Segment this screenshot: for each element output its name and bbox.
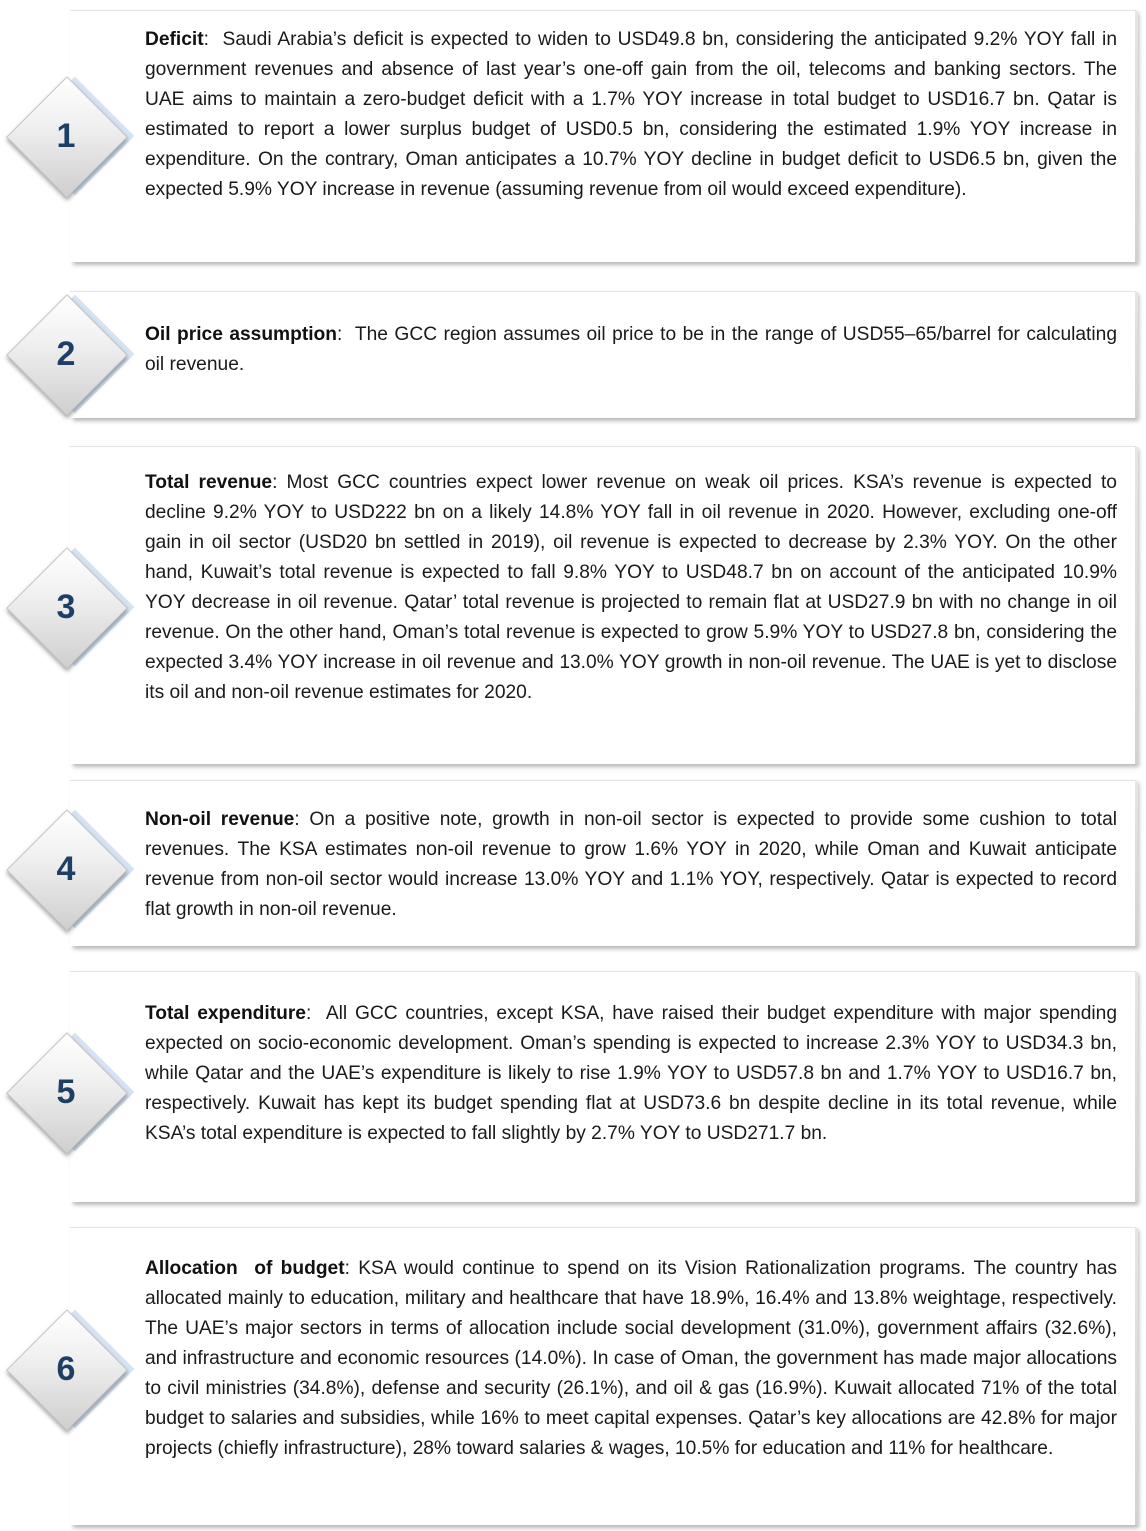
title-separator: : [203, 29, 209, 50]
title-separator: : [305, 1003, 312, 1024]
card-paragraph [145, 25, 1117, 205]
card-body: KSA would continue to spend on its Vision Rationalization programs. The country has allocated mainly to education, military and healthcare that have 18.9%, 16.4% and 13.8% weightage, respectively. The UAE’s major sectors in terms of allocation include social development (31.0%), government affairs (32.6%), and infrastructure and economic resources (14.0%). In case of Oman, the government has made major allocations to civil ministries (34.8%), defense and security (26.1%), and oil & gas (16.9%). Kuwait allocated 71% of the total budget to salaries and subsidies, while 16% to meet capital expenses. Qatar’s key allocations are 42.8% for major projects (chiefly infrastructure), 28% toward salaries & wages, 10.5% for education and 11% for healthcare. [145, 1258, 1117, 1459]
card-body: On a positive note, growth in non-oil sector is expected to provide some cushion to total revenues. The KSA estimates non-oil revenue to grow 1.6% YOY in 2020, while Oman and Kuwait anticipate revenue from non-oil sector would increase 13.0% YOY and 1.1% YOY, respectively. Qatar is expected to record flat growth in non-oil revenue. [145, 809, 1117, 920]
card-title: Non-oil revenue [145, 809, 295, 830]
title-separator: : [344, 1258, 350, 1279]
number-badge [0, 809, 140, 949]
number-badge [0, 547, 140, 687]
title-separator: : [294, 809, 300, 830]
card-paragraph [145, 999, 1117, 1149]
card-non-oil-revenue [0, 780, 1146, 946]
number-badge [0, 76, 140, 216]
card-body: The GCC region assumes oil price to be in the range of USD55–65/barrel for calculating oil revenue. [145, 324, 1117, 375]
number-badge [0, 1309, 140, 1449]
title-separator: : [272, 472, 278, 493]
card-title: Deficit [145, 29, 204, 50]
card-title: Total expenditure [145, 1003, 306, 1024]
card-total-revenue [0, 446, 1146, 764]
card-body: All GCC countries, except KSA, have raised their budget expenditure with major spending expected on socio-economic development. Oman’s spending is expected to increase 2.3% YOY to USD34.3 bn, while Qatar and the UAE’s expenditure is likely to rise 1.9% YOY to USD57.8 bn and 1.7% YOY to USD16.7 bn, respectively. Kuwait has kept its budget spending flat at USD73.6 bn despite decline in its total revenue, while KSA’s total expenditure is expected to fall slightly by 2.7% YOY to USD271.7 bn. [145, 1003, 1117, 1144]
card-deficit [0, 10, 1146, 262]
card-body: Most GCC countries expect lower revenue on weak oil prices. KSA’s revenue is expected to decline 9.2% YOY to USD222 bn on a likely 14.8% YOY fall in oil revenue in 2020. However, excluding one-off gain in oil sector (USD20 bn settled in 2019), oil revenue is expected to decrease by 2.3% YOY. On the other hand, Kuwait’s total revenue is expected to fall 9.8% YOY to USD48.7 bn on account of the anticipated 10.9% YOY decrease in oil revenue. Qatar’ total revenue is projected to remain flat at USD27.9 bn with no change in oil revenue. On the other hand, Oman’s total revenue is expected to grow 5.9% YOY to USD27.8 bn, considering the expected 3.4% YOY increase in oil revenue and 13.0% YOY growth in non-oil revenue. The UAE is yet to disclose its oil and non-oil revenue estimates for 2020. [145, 472, 1117, 703]
card-paragraph [145, 468, 1117, 708]
number-badge [0, 294, 140, 434]
badge-number: 5 [56, 1073, 76, 1111]
card-total-expenditure [0, 971, 1146, 1202]
card-title: Oil price assumption [145, 324, 338, 345]
badge-number: 6 [56, 1350, 76, 1388]
card-allocation-of-budget [0, 1227, 1146, 1525]
badge-number: 2 [56, 335, 76, 373]
card-oil-price-assumption [0, 291, 1146, 418]
title-separator: : [337, 324, 343, 345]
badge-number: 1 [56, 117, 76, 155]
card-body: Saudi Arabia’s deficit is expected to widen to USD49.8 bn, considering the anticipated 9.2% YOY fall in government revenues and absence of last year’s one-off gain from the oil, telecoms and banking sectors. The UAE aims to maintain a zero-budget deficit with a 1.7% YOY increase in total budget to USD16.7 bn. Qatar is estimated to report a lower surplus budget of USD0.5 bn, considering the estimated 1.9% YOY increase in expenditure. On the contrary, Oman anticipates a 10.7% YOY decline in budget deficit to USD6.5 bn, given the expected 5.9% YOY increase in revenue (assuming revenue from oil would exceed expenditure). [145, 29, 1117, 200]
badge-number: 4 [56, 850, 76, 888]
card-paragraph [145, 1254, 1117, 1464]
badge-number: 3 [56, 588, 76, 626]
number-badge [0, 1032, 140, 1172]
card-title: Allocation of budget [145, 1258, 345, 1279]
card-title: Total revenue [145, 472, 273, 493]
card-paragraph [145, 805, 1117, 925]
card-paragraph [145, 320, 1117, 380]
